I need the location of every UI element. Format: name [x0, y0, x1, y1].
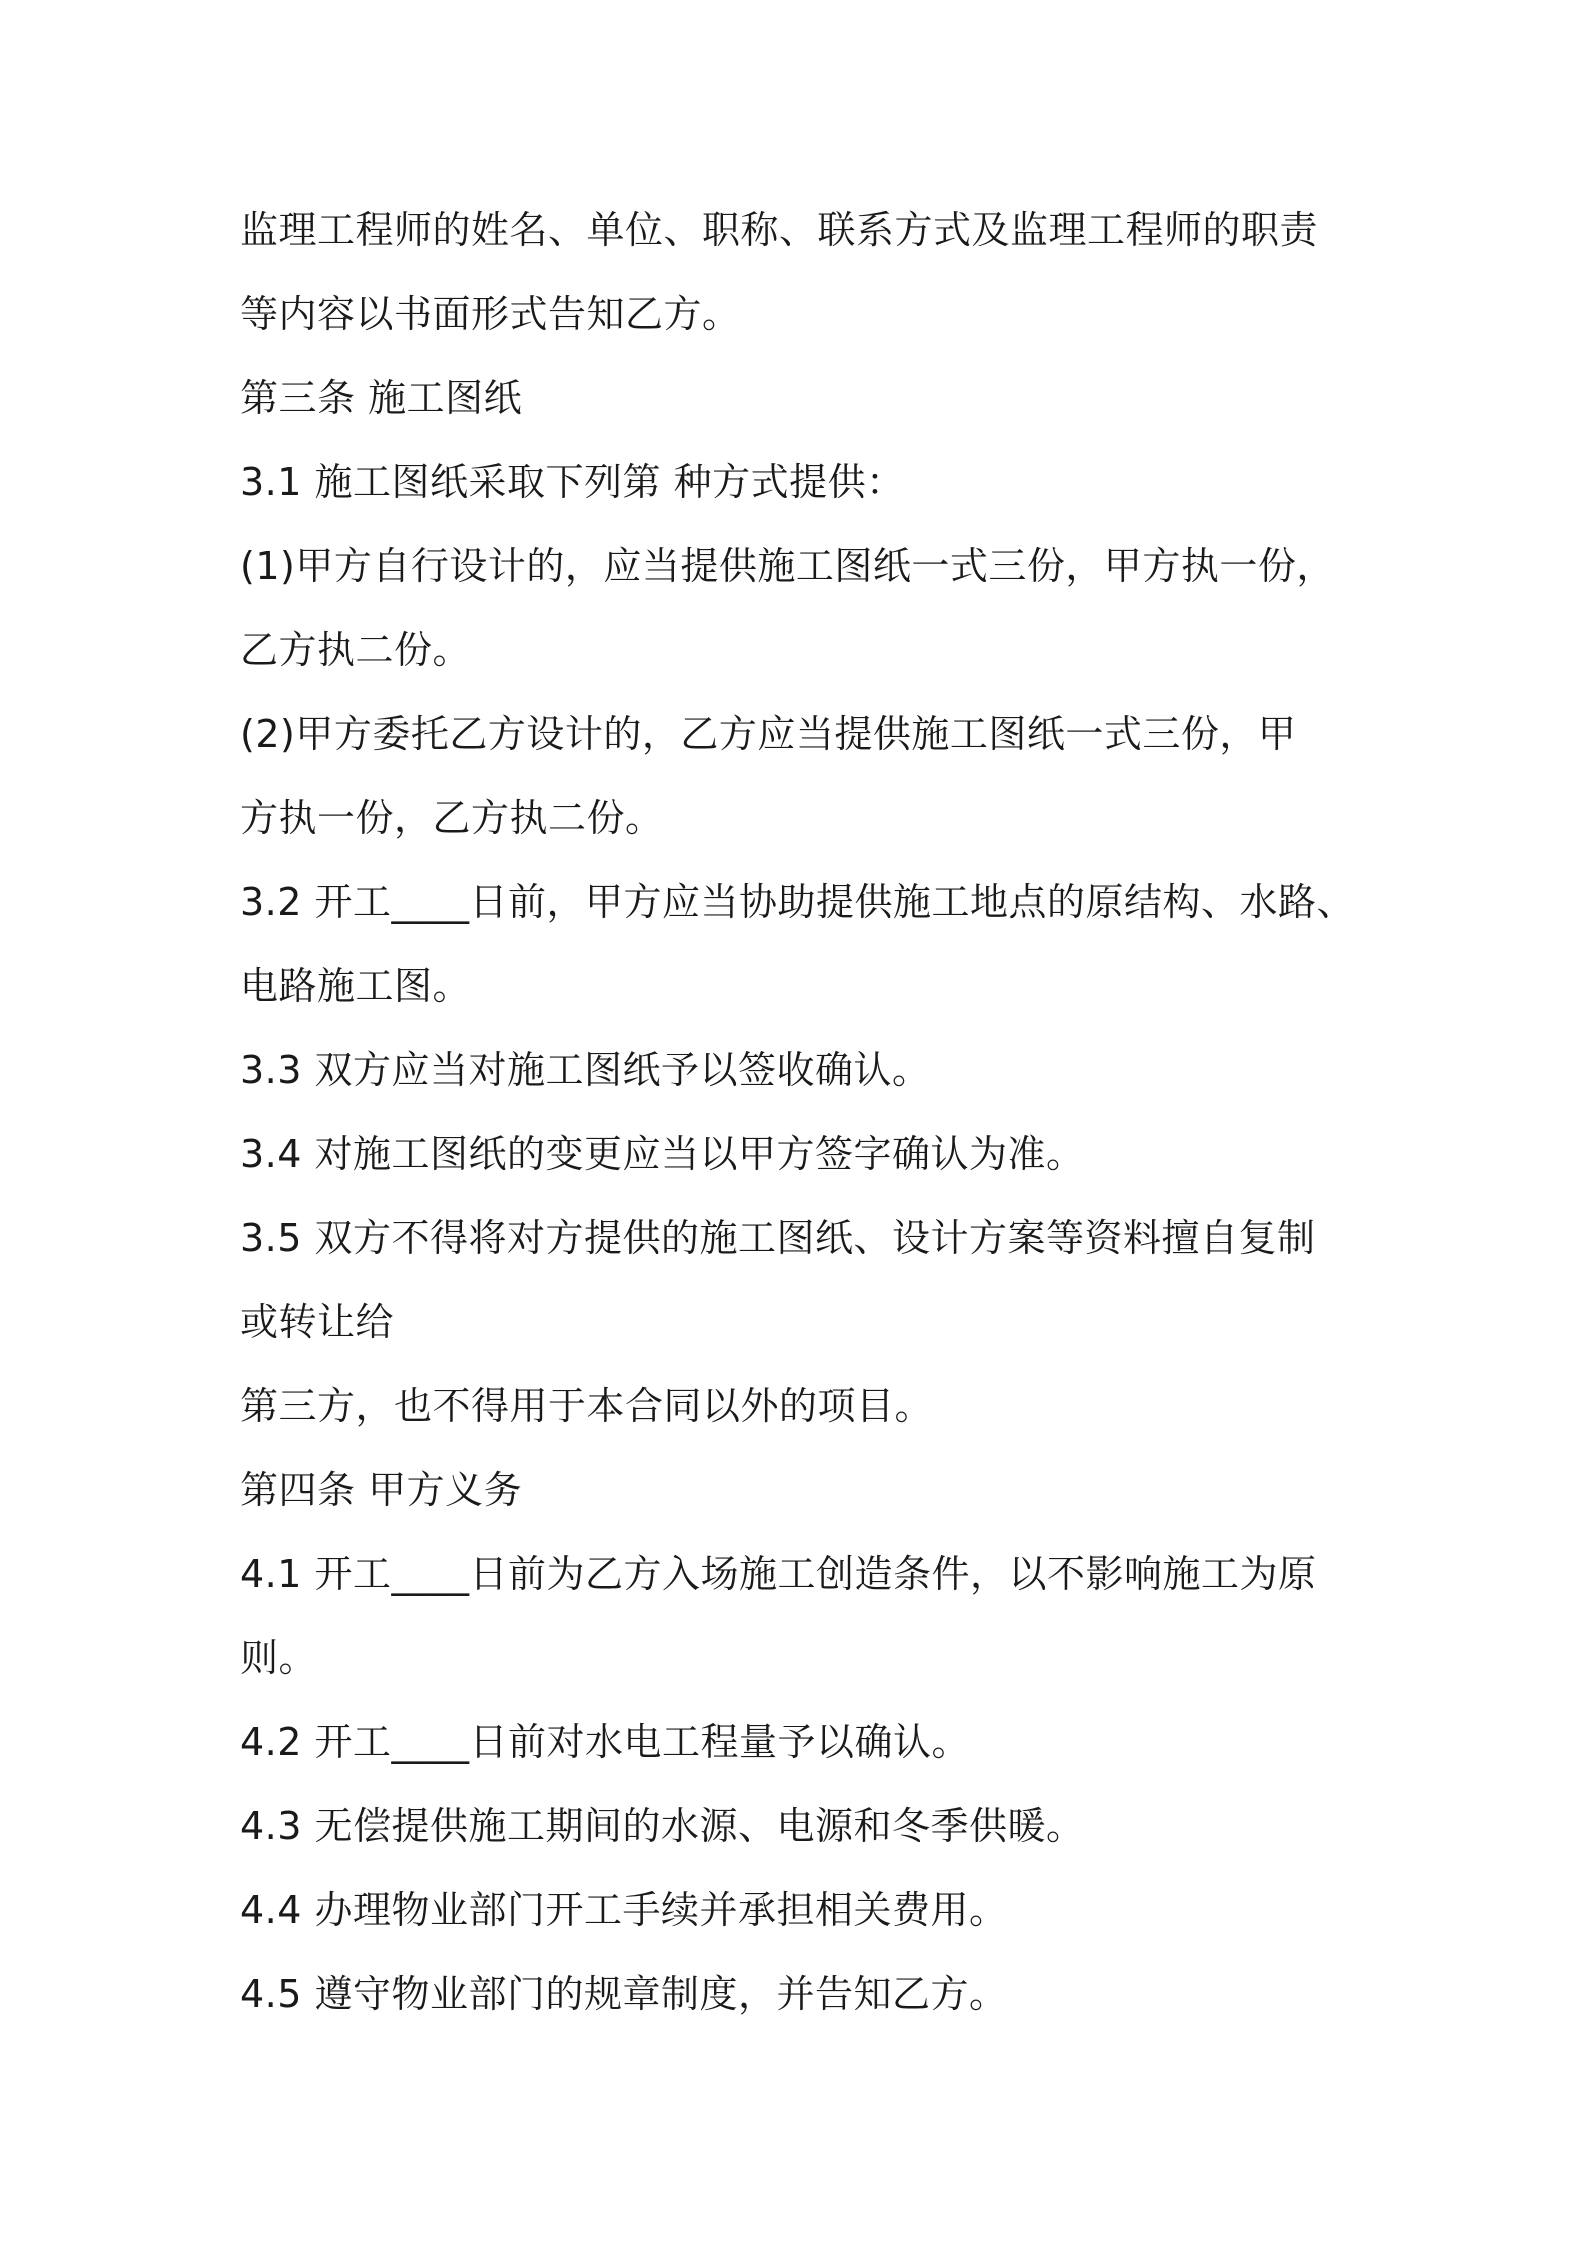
document-body — [240, 188, 1360, 2036]
section-heading: 第四条 甲方义务 — [240, 1468, 523, 1512]
clause-4-2: 4.2 开工____日前对水电工程量予以确认。 — [240, 1720, 971, 1764]
clause-4-1: 4.1 开工____日前为乙方入场施工创造条件，以不影响施工为原 — [240, 1552, 1317, 1596]
text-line: 电路施工图。 — [240, 964, 472, 1008]
clause-3-4: 3.4 对施工图纸的变更应当以甲方签字确认为准。 — [240, 1132, 1085, 1176]
clause-3-5: 3.5 双方不得将对方提供的施工图纸、设计方案等资料擅自复制 — [240, 1216, 1316, 1260]
clause-3-1: 3.1 施工图纸采取下列第 种方式提供： — [240, 460, 905, 504]
text-line: 乙方执二份。 — [240, 628, 472, 672]
clause-3-2: 3.2 开工____日前，甲方应当协助提供施工地点的原结构、水路、 — [240, 880, 1356, 924]
clause-3-3: 3.3 双方应当对施工图纸予以签收确认。 — [240, 1048, 931, 1092]
clause-4-5: 4.5 遵守物业部门的规章制度，并告知乙方。 — [240, 1972, 1008, 2016]
text-line: 第三方，也不得用于本合同以外的项目。 — [240, 1384, 934, 1428]
text-line: 或转让给 — [240, 1300, 395, 1344]
text-line: 等内容以书面形式告知乙方。 — [240, 292, 741, 336]
clause-3-1-option-2: (2)甲方委托乙方设计的，乙方应当提供施工图纸一式三份，甲 — [240, 712, 1297, 756]
section-heading: 第三条 施工图纸 — [240, 376, 523, 420]
text-line: 监理工程师的姓名、单位、职称、联系方式及监理工程师的职责 — [240, 208, 1319, 252]
clause-4-3: 4.3 无偿提供施工期间的水源、电源和冬季供暖。 — [240, 1804, 1085, 1848]
text-line: 方执一份，乙方执二份。 — [240, 796, 664, 840]
text-line: 则。 — [240, 1636, 318, 1680]
clause-4-4: 4.4 办理物业部门开工手续并承担相关费用。 — [240, 1888, 1008, 1932]
clause-3-1-option-1: (1)甲方自行设计的，应当提供施工图纸一式三份，甲方执一份， — [240, 544, 1335, 588]
